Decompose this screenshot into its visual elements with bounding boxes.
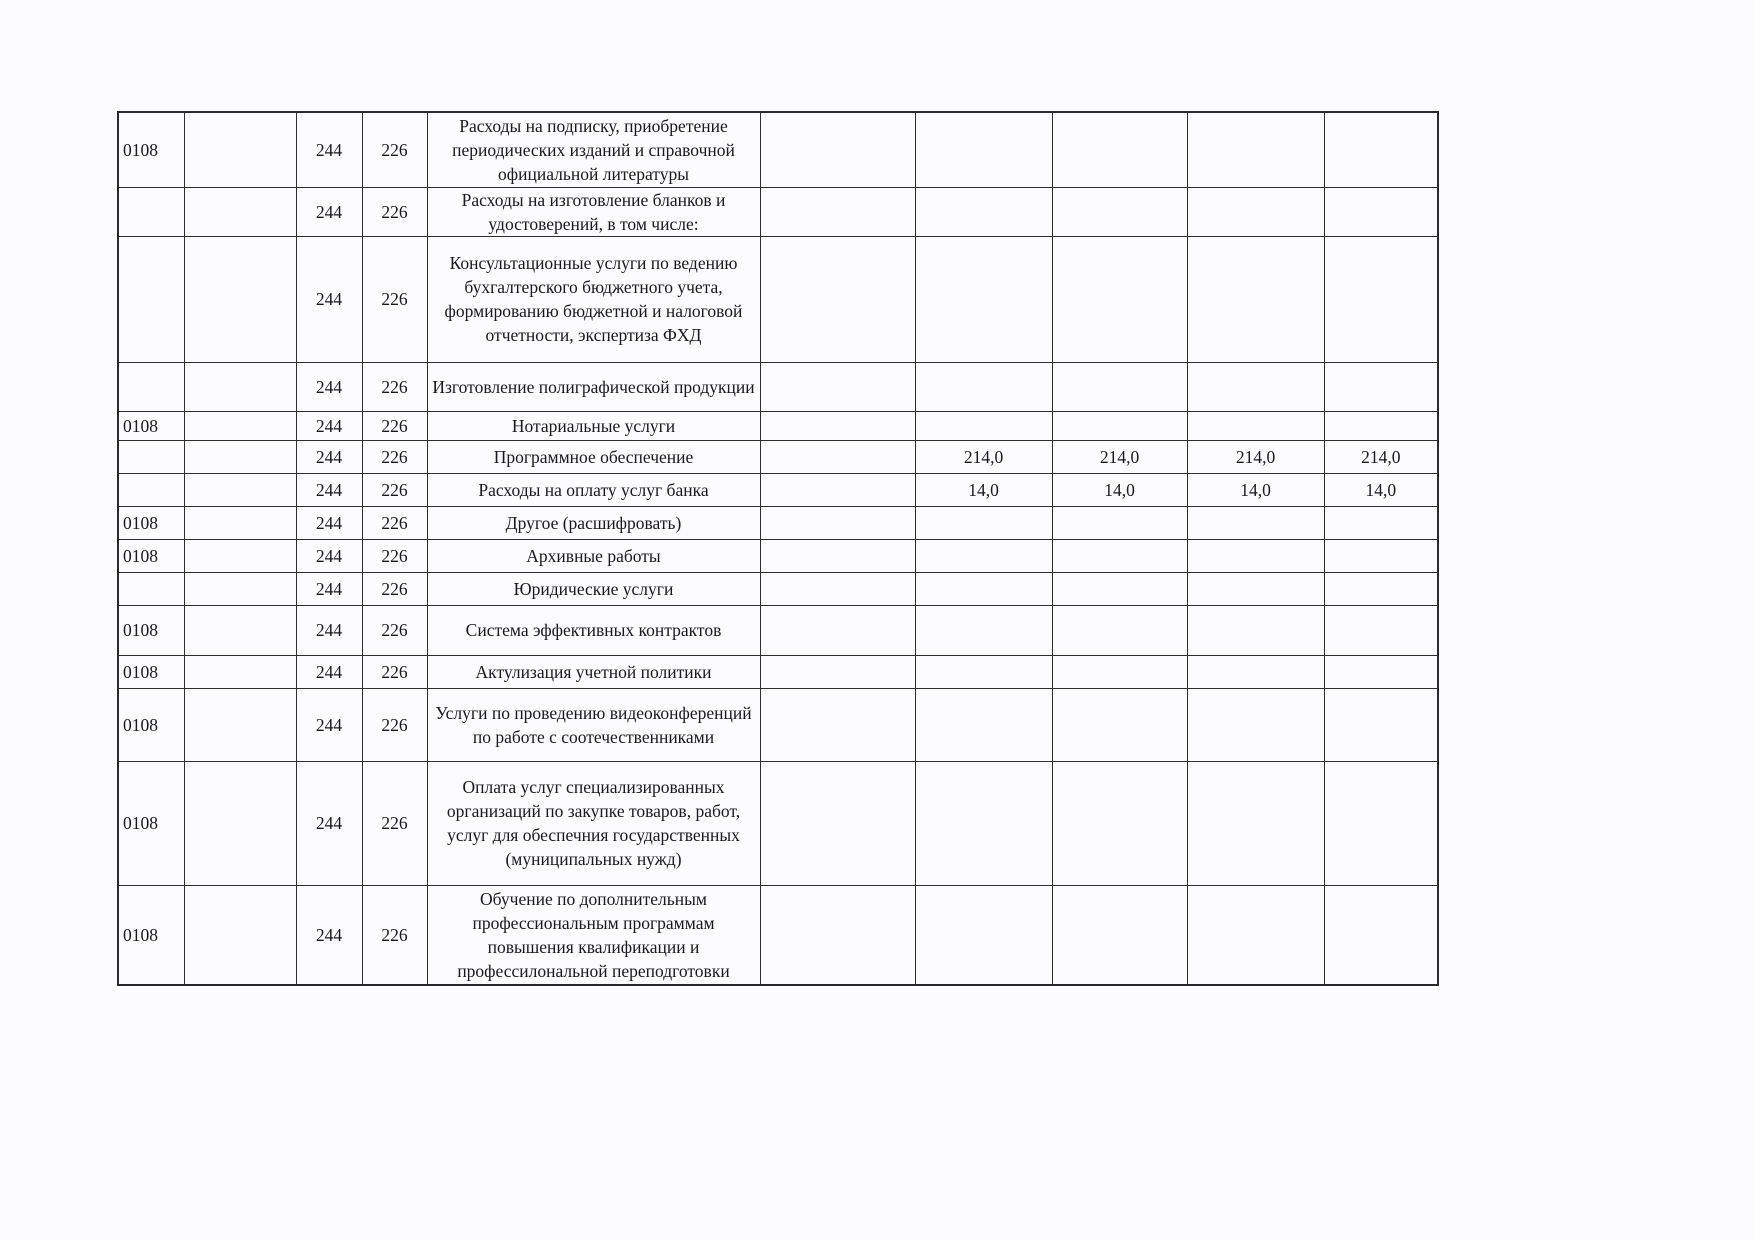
cell-expense-type: 244	[296, 605, 362, 655]
cell-amount-2	[1052, 688, 1187, 761]
cell-expense-type: 244	[296, 411, 362, 440]
cell-kosgu: 226	[362, 506, 427, 539]
cell-amount-3	[1187, 112, 1324, 187]
cell-description: Оплата услуг специализированных организаций по закупке товаров, работ, услуг для обеспечния государственных (муниципальных нужд)	[427, 761, 760, 885]
cell-description: Расходы на оплату услуг банка	[427, 473, 760, 506]
table-row	[118, 362, 1438, 411]
cell-kosgu: 226	[362, 411, 427, 440]
cell-description: Архивные работы	[427, 539, 760, 572]
cell-target-article	[184, 605, 296, 655]
cell-description: Юридические услуги	[427, 572, 760, 605]
cell-kosgu: 226	[362, 112, 427, 187]
cell-expense-type: 244	[296, 112, 362, 187]
cell-amount-3	[1187, 187, 1324, 236]
cell-amount-3	[1187, 572, 1324, 605]
cell-expense-type: 244	[296, 655, 362, 688]
cell-target-article	[184, 473, 296, 506]
cell-amount-4	[1324, 885, 1438, 985]
cell-description: Другое (расшифровать)	[427, 506, 760, 539]
cell-amount-3: 214,0	[1187, 440, 1324, 473]
cell-description: Изготовление полиграфической продукции	[427, 362, 760, 411]
cell-amount-3	[1187, 688, 1324, 761]
cell-amount-2	[1052, 362, 1187, 411]
cell-kosgu: 226	[362, 655, 427, 688]
cell-amount-1	[915, 187, 1052, 236]
cell-target-article	[184, 572, 296, 605]
cell-amount-4	[1324, 572, 1438, 605]
cell-section-code: 0108	[118, 761, 184, 885]
cell-amount-2	[1052, 112, 1187, 187]
table-row	[118, 411, 1438, 440]
cell-section-code: 0108	[118, 688, 184, 761]
cell-amount-3	[1187, 362, 1324, 411]
cell-kosgu: 226	[362, 761, 427, 885]
cell-description: Консультационные услуги по ведению бухгалтерского бюджетного учета, формированию бюджетной и налоговой отчетности, экспертиза ФХД	[427, 236, 760, 362]
cell-description: Расходы на подписку, приобретение периодических изданий и справочной официальной литературы	[427, 112, 760, 187]
cell-extra	[760, 688, 915, 761]
cell-expense-type: 244	[296, 688, 362, 761]
table-row	[118, 605, 1438, 655]
cell-kosgu: 226	[362, 885, 427, 985]
cell-expense-type: 244	[296, 187, 362, 236]
cell-amount-4: 214,0	[1324, 440, 1438, 473]
cell-amount-3: 14,0	[1187, 473, 1324, 506]
cell-extra	[760, 605, 915, 655]
cell-amount-1	[915, 362, 1052, 411]
cell-amount-1	[915, 236, 1052, 362]
cell-extra	[760, 655, 915, 688]
cell-extra	[760, 885, 915, 985]
cell-extra	[760, 236, 915, 362]
cell-section-code	[118, 440, 184, 473]
cell-description: Расходы на изготовление бланков и удостоверений, в том числе:	[427, 187, 760, 236]
cell-description: Нотариальные услуги	[427, 411, 760, 440]
cell-kosgu: 226	[362, 473, 427, 506]
cell-amount-1	[915, 885, 1052, 985]
cell-kosgu: 226	[362, 440, 427, 473]
cell-extra	[760, 572, 915, 605]
cell-expense-type: 244	[296, 885, 362, 985]
cell-kosgu: 226	[362, 187, 427, 236]
cell-amount-3	[1187, 506, 1324, 539]
cell-amount-4	[1324, 411, 1438, 440]
cell-amount-4	[1324, 688, 1438, 761]
cell-kosgu: 226	[362, 236, 427, 362]
cell-target-article	[184, 655, 296, 688]
cell-amount-4	[1324, 655, 1438, 688]
cell-expense-type: 244	[296, 506, 362, 539]
cell-amount-3	[1187, 761, 1324, 885]
cell-section-code: 0108	[118, 506, 184, 539]
cell-amount-4	[1324, 539, 1438, 572]
cell-kosgu: 226	[362, 539, 427, 572]
cell-amount-4	[1324, 187, 1438, 236]
cell-amount-2: 214,0	[1052, 440, 1187, 473]
cell-amount-2	[1052, 655, 1187, 688]
cell-description: Обучение по дополнительным профессиональным программам повышения квалификации и профессилональной переподготовки	[427, 885, 760, 985]
cell-amount-1: 14,0	[915, 473, 1052, 506]
table-row	[118, 112, 1438, 187]
budget-table	[117, 111, 1439, 986]
cell-kosgu: 226	[362, 362, 427, 411]
cell-extra	[760, 187, 915, 236]
cell-amount-1	[915, 572, 1052, 605]
cell-amount-3	[1187, 655, 1324, 688]
cell-target-article	[184, 236, 296, 362]
cell-section-code: 0108	[118, 885, 184, 985]
cell-expense-type: 244	[296, 362, 362, 411]
table-row	[118, 473, 1438, 506]
cell-amount-2	[1052, 605, 1187, 655]
cell-section-code	[118, 187, 184, 236]
cell-amount-4	[1324, 506, 1438, 539]
cell-section-code: 0108	[118, 655, 184, 688]
table-row	[118, 236, 1438, 362]
cell-amount-4	[1324, 761, 1438, 885]
cell-section-code	[118, 236, 184, 362]
cell-extra	[760, 440, 915, 473]
cell-target-article	[184, 112, 296, 187]
cell-target-article	[184, 440, 296, 473]
cell-amount-2	[1052, 187, 1187, 236]
cell-expense-type: 244	[296, 761, 362, 885]
cell-amount-2	[1052, 572, 1187, 605]
cell-amount-1	[915, 688, 1052, 761]
cell-section-code: 0108	[118, 539, 184, 572]
table-row	[118, 440, 1438, 473]
cell-amount-3	[1187, 411, 1324, 440]
cell-expense-type: 244	[296, 473, 362, 506]
cell-section-code: 0108	[118, 411, 184, 440]
table-body	[118, 112, 1438, 985]
cell-amount-4	[1324, 112, 1438, 187]
cell-extra	[760, 506, 915, 539]
cell-amount-4: 14,0	[1324, 473, 1438, 506]
cell-amount-2	[1052, 539, 1187, 572]
table-row	[118, 572, 1438, 605]
cell-section-code: 0108	[118, 605, 184, 655]
table-row	[118, 885, 1438, 985]
cell-description: Система эффективных контрактов	[427, 605, 760, 655]
cell-amount-4	[1324, 605, 1438, 655]
cell-expense-type: 244	[296, 236, 362, 362]
cell-amount-2	[1052, 236, 1187, 362]
cell-extra	[760, 539, 915, 572]
cell-extra	[760, 362, 915, 411]
cell-kosgu: 226	[362, 572, 427, 605]
cell-amount-3	[1187, 236, 1324, 362]
table-row	[118, 539, 1438, 572]
cell-amount-2: 14,0	[1052, 473, 1187, 506]
cell-extra	[760, 473, 915, 506]
cell-target-article	[184, 885, 296, 985]
cell-kosgu: 226	[362, 688, 427, 761]
cell-target-article	[184, 761, 296, 885]
cell-target-article	[184, 539, 296, 572]
cell-section-code	[118, 362, 184, 411]
cell-amount-2	[1052, 761, 1187, 885]
cell-amount-2	[1052, 506, 1187, 539]
cell-description: Услуги по проведению видеоконференций по работе с соотечественниками	[427, 688, 760, 761]
cell-target-article	[184, 506, 296, 539]
table-row	[118, 187, 1438, 236]
cell-amount-3	[1187, 539, 1324, 572]
table-row	[118, 761, 1438, 885]
cell-amount-1: 214,0	[915, 440, 1052, 473]
cell-description: Программное обеспечение	[427, 440, 760, 473]
cell-extra	[760, 112, 915, 187]
cell-kosgu: 226	[362, 605, 427, 655]
cell-target-article	[184, 688, 296, 761]
cell-expense-type: 244	[296, 440, 362, 473]
cell-target-article	[184, 411, 296, 440]
cell-amount-1	[915, 761, 1052, 885]
cell-amount-1	[915, 112, 1052, 187]
cell-extra	[760, 761, 915, 885]
cell-expense-type: 244	[296, 572, 362, 605]
cell-amount-2	[1052, 885, 1187, 985]
table-row	[118, 688, 1438, 761]
cell-expense-type: 244	[296, 539, 362, 572]
cell-description: Актулизация учетной политики	[427, 655, 760, 688]
cell-amount-1	[915, 506, 1052, 539]
cell-amount-2	[1052, 411, 1187, 440]
cell-section-code	[118, 473, 184, 506]
cell-amount-1	[915, 655, 1052, 688]
cell-amount-1	[915, 411, 1052, 440]
cell-amount-1	[915, 539, 1052, 572]
table-row	[118, 655, 1438, 688]
cell-extra	[760, 411, 915, 440]
cell-section-code	[118, 572, 184, 605]
cell-amount-3	[1187, 605, 1324, 655]
cell-amount-1	[915, 605, 1052, 655]
cell-amount-4	[1324, 362, 1438, 411]
table-row	[118, 506, 1438, 539]
cell-amount-3	[1187, 885, 1324, 985]
cell-section-code: 0108	[118, 112, 184, 187]
cell-amount-4	[1324, 236, 1438, 362]
cell-target-article	[184, 187, 296, 236]
cell-target-article	[184, 362, 296, 411]
